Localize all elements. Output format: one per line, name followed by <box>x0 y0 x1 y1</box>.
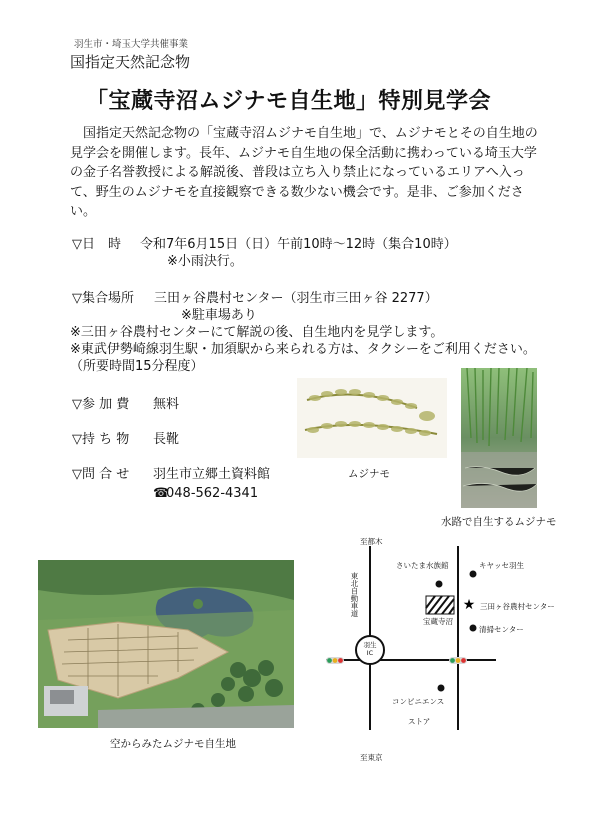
cleaning-marker <box>470 625 477 632</box>
map-label-expressway: 東北自動車道 <box>350 572 359 617</box>
aerial-photo <box>38 560 294 728</box>
map-label-center: 三田ヶ谷農村センター <box>480 602 555 611</box>
schedule-note: ※小雨決行。 <box>167 254 243 269</box>
map-label-north: 至都木 <box>360 537 383 546</box>
meeting-note-3: （所要時間15分程度） <box>70 359 204 374</box>
caption-mujinamo: ムジナモ <box>348 468 390 480</box>
bring-value: 長靴 <box>153 432 180 447</box>
intro-paragraph: 国指定天然記念物の「宝蔵寺沼ムジナモ自生地」で、ムジナモとその自生地の見学会を開催します。長年、ムジナモ自生地の保全活動に携わっている埼玉大学の金子名誉教授による解説後、普段は立ち入り禁止になっているエリアへ入って、野生のムジナモを直接観察できる数少ない機会です。是非、ご参加ください。 <box>70 126 538 219</box>
page-title: 「宝蔵寺沼ムジナモ自生地」特別見学会 <box>86 89 492 114</box>
meeting-value: 三田ヶ谷農村センター（羽生市三田ヶ谷 2277） <box>154 291 438 306</box>
kiyasse-marker <box>470 571 477 578</box>
fee-label: ▽参 加 費 <box>72 397 130 412</box>
map-label-cleaning: 清掃センター <box>479 625 524 634</box>
meeting-note-2: ※東武伊勢崎線羽生駅・加須駅から来られる方は、タクシーをご利用ください。 <box>70 342 536 357</box>
map-label-store-2: ストア <box>408 717 431 726</box>
caption-aerial: 空からみたムジナモ自生地 <box>110 738 236 750</box>
phone-icon: ☎ <box>153 486 170 501</box>
contact-label: ▽問 合 せ <box>72 467 130 482</box>
map-label-pond: 宝蔵寺沼 <box>423 617 453 626</box>
schedule-label: ▽日 時 <box>72 237 121 252</box>
star-icon: ★ <box>462 597 476 613</box>
map-label-kiyasse: キヤッセ羽生 <box>479 561 524 570</box>
contact-phone[interactable]: 048-562-4341 <box>166 486 259 501</box>
caption-waterway: 水路で自生するムジナモ <box>441 516 557 528</box>
map-label-ic: 羽生IC <box>363 641 377 657</box>
mujinamo-photo <box>297 378 447 458</box>
bring-label: ▽持 ち 物 <box>72 432 130 447</box>
aquarium-marker <box>436 581 443 588</box>
waterway-photo <box>461 368 537 508</box>
contact-value: 羽生市立郷土資料館 <box>153 467 271 482</box>
organizer-text: 羽生市・埼玉大学共催事業 <box>74 39 189 50</box>
meeting-parking: ※駐車場あり <box>181 308 257 323</box>
meeting-label: ▽集合場所 <box>72 291 134 306</box>
schedule-value: 令和7年6月15日（日）午前10時～12時（集合10時） <box>140 237 457 252</box>
contact-phone-row <box>153 485 258 502</box>
fee-value: 無料 <box>153 397 180 412</box>
map-label-south: 至東京 <box>360 753 383 762</box>
store-marker <box>438 685 445 692</box>
map-label-aquarium: さいたま水族館 <box>396 561 449 570</box>
meeting-note-1: ※三田ヶ谷農村センターにて解説の後、自生地内を見学します。 <box>70 325 444 340</box>
subtitle: 国指定天然記念物 <box>70 53 191 71</box>
map-label-store-1: コンビニエンス <box>392 697 445 706</box>
